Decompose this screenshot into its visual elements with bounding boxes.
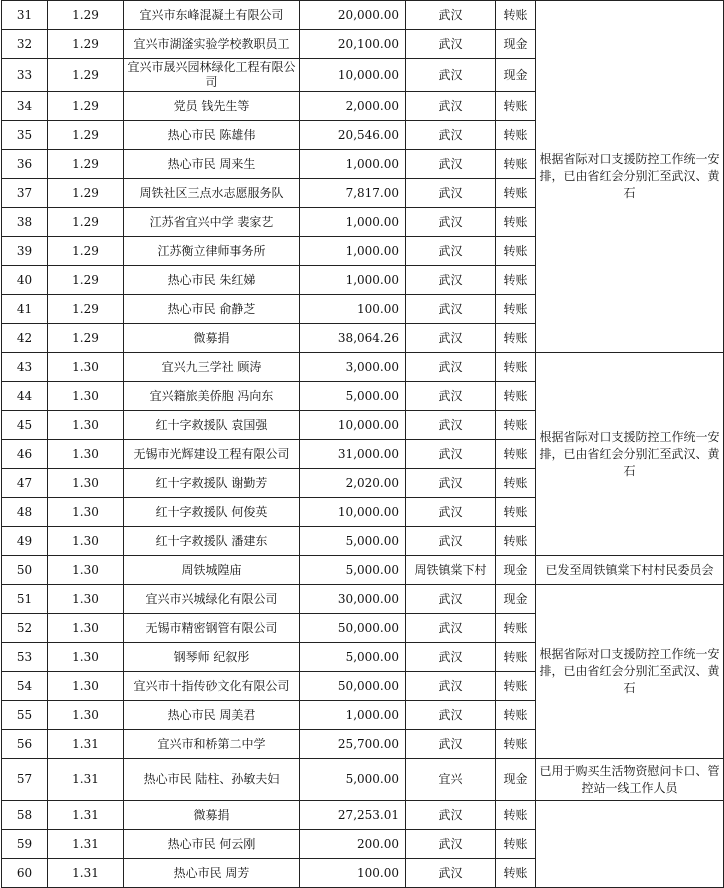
- destination-cell: 武汉: [406, 179, 496, 208]
- table-row: [2, 801, 724, 830]
- amount-cell: 1,000.00: [300, 150, 406, 179]
- date-cell: 1.30: [48, 643, 124, 672]
- donor-cell: 红十字救援队 袁国强: [124, 411, 300, 440]
- destination-cell: 武汉: [406, 830, 496, 859]
- remark-cell: 已发至周铁镇棠下村村民委员会: [536, 556, 724, 585]
- amount-cell: 50,000.00: [300, 614, 406, 643]
- destination-cell: 武汉: [406, 121, 496, 150]
- date-cell: 1.30: [48, 556, 124, 585]
- donor-cell: 周铁城隍庙: [124, 556, 300, 585]
- amount-cell: 30,000.00: [300, 585, 406, 614]
- amount-cell: 38,064.26: [300, 324, 406, 353]
- payment-method-cell: 转账: [496, 121, 536, 150]
- amount-cell: 20,000.00: [300, 1, 406, 30]
- donor-cell: 红十字救援队 谢勤芳: [124, 469, 300, 498]
- row-number-cell: 46: [2, 440, 48, 469]
- remark-cell: [536, 801, 724, 888]
- destination-cell: 武汉: [406, 701, 496, 730]
- date-cell: 1.30: [48, 672, 124, 701]
- donor-cell: 红十字救援队 潘建东: [124, 527, 300, 556]
- donor-cell: 宜兴九三学社 顾涛: [124, 353, 300, 382]
- destination-cell: 武汉: [406, 527, 496, 556]
- donor-cell: 宜兴市兴城绿化有限公司: [124, 585, 300, 614]
- row-number-cell: 51: [2, 585, 48, 614]
- donor-cell: 宜兴市东峰混凝土有限公司: [124, 1, 300, 30]
- payment-method-cell: 转账: [496, 643, 536, 672]
- destination-cell: 武汉: [406, 585, 496, 614]
- payment-method-cell: 转账: [496, 469, 536, 498]
- donor-cell: 微募捐: [124, 801, 300, 830]
- row-number-cell: 45: [2, 411, 48, 440]
- payment-method-cell: 转账: [496, 527, 536, 556]
- donor-cell: 宜兴籍旅美侨胞 冯向东: [124, 382, 300, 411]
- payment-method-cell: 转账: [496, 440, 536, 469]
- amount-cell: 100.00: [300, 295, 406, 324]
- remark-cell: 根据省际对口支援防控工作统一安排，已由省红会分别汇至武汉、黄石: [536, 585, 724, 759]
- donor-cell: 热心市民 俞静芝: [124, 295, 300, 324]
- row-number-cell: 42: [2, 324, 48, 353]
- row-number-cell: 54: [2, 672, 48, 701]
- payment-method-cell: 转账: [496, 801, 536, 830]
- table-row: [2, 759, 724, 801]
- date-cell: 1.30: [48, 440, 124, 469]
- date-cell: 1.30: [48, 382, 124, 411]
- row-number-cell: 43: [2, 353, 48, 382]
- amount-cell: 5,000.00: [300, 556, 406, 585]
- date-cell: 1.29: [48, 1, 124, 30]
- payment-method-cell: 转账: [496, 208, 536, 237]
- donor-cell: 宜兴市和桥第二中学: [124, 730, 300, 759]
- date-cell: 1.29: [48, 59, 124, 92]
- row-number-cell: 49: [2, 527, 48, 556]
- payment-method-cell: 现金: [496, 556, 536, 585]
- row-number-cell: 38: [2, 208, 48, 237]
- donation-table: [1, 0, 724, 888]
- donor-cell: 热心市民 何云刚: [124, 830, 300, 859]
- payment-method-cell: 现金: [496, 30, 536, 59]
- row-number-cell: 35: [2, 121, 48, 150]
- payment-method-cell: 转账: [496, 324, 536, 353]
- date-cell: 1.29: [48, 30, 124, 59]
- table-row: [2, 556, 724, 585]
- row-number-cell: 31: [2, 1, 48, 30]
- payment-method-cell: 转账: [496, 295, 536, 324]
- destination-cell: 武汉: [406, 859, 496, 888]
- date-cell: 1.30: [48, 498, 124, 527]
- payment-method-cell: 转账: [496, 730, 536, 759]
- destination-cell: 武汉: [406, 614, 496, 643]
- donor-cell: 宜兴市十指传砂文化有限公司: [124, 672, 300, 701]
- row-number-cell: 48: [2, 498, 48, 527]
- amount-cell: 25,700.00: [300, 730, 406, 759]
- row-number-cell: 47: [2, 469, 48, 498]
- donor-cell: 宜兴市晟兴园林绿化工程有限公司: [124, 59, 300, 92]
- payment-method-cell: 转账: [496, 179, 536, 208]
- donor-cell: 红十字救援队 何俊英: [124, 498, 300, 527]
- donor-cell: 宜兴市湖滏实验学校教职员工: [124, 30, 300, 59]
- row-number-cell: 60: [2, 859, 48, 888]
- amount-cell: 200.00: [300, 830, 406, 859]
- row-number-cell: 58: [2, 801, 48, 830]
- destination-cell: 武汉: [406, 295, 496, 324]
- remark-cell: 已用于购买生活物资慰问卡口、管控站一线工作人员: [536, 759, 724, 801]
- date-cell: 1.31: [48, 801, 124, 830]
- donor-cell: 党员 钱先生等: [124, 92, 300, 121]
- date-cell: 1.29: [48, 92, 124, 121]
- row-number-cell: 41: [2, 295, 48, 324]
- amount-cell: 1,000.00: [300, 208, 406, 237]
- payment-method-cell: 转账: [496, 150, 536, 179]
- payment-method-cell: 转账: [496, 672, 536, 701]
- destination-cell: 武汉: [406, 150, 496, 179]
- donor-cell: 热心市民 周美君: [124, 701, 300, 730]
- amount-cell: 7,817.00: [300, 179, 406, 208]
- payment-method-cell: 转账: [496, 92, 536, 121]
- payment-method-cell: 转账: [496, 614, 536, 643]
- date-cell: 1.29: [48, 208, 124, 237]
- date-cell: 1.29: [48, 266, 124, 295]
- destination-cell: 武汉: [406, 208, 496, 237]
- destination-cell: 武汉: [406, 498, 496, 527]
- date-cell: 1.30: [48, 411, 124, 440]
- row-number-cell: 36: [2, 150, 48, 179]
- row-number-cell: 56: [2, 730, 48, 759]
- destination-cell: 武汉: [406, 30, 496, 59]
- date-cell: 1.30: [48, 585, 124, 614]
- row-number-cell: 59: [2, 830, 48, 859]
- date-cell: 1.31: [48, 859, 124, 888]
- payment-method-cell: 转账: [496, 266, 536, 295]
- date-cell: 1.29: [48, 324, 124, 353]
- payment-method-cell: 转账: [496, 830, 536, 859]
- donor-cell: 无锡市光辉建设工程有限公司: [124, 440, 300, 469]
- amount-cell: 5,000.00: [300, 759, 406, 801]
- amount-cell: 1,000.00: [300, 266, 406, 295]
- row-number-cell: 32: [2, 30, 48, 59]
- amount-cell: 2,020.00: [300, 469, 406, 498]
- date-cell: 1.30: [48, 527, 124, 556]
- remark-cell: 根据省际对口支援防控工作统一安排，已由省红会分别汇至武汉、黄石: [536, 1, 724, 353]
- destination-cell: 武汉: [406, 672, 496, 701]
- donor-cell: 周铁社区三点水志愿服务队: [124, 179, 300, 208]
- destination-cell: 武汉: [406, 92, 496, 121]
- amount-cell: 2,000.00: [300, 92, 406, 121]
- amount-cell: 10,000.00: [300, 498, 406, 527]
- row-number-cell: 44: [2, 382, 48, 411]
- destination-cell: 武汉: [406, 440, 496, 469]
- donor-cell: 热心市民 陈雄伟: [124, 121, 300, 150]
- row-number-cell: 53: [2, 643, 48, 672]
- row-number-cell: 40: [2, 266, 48, 295]
- payment-method-cell: 转账: [496, 859, 536, 888]
- destination-cell: 武汉: [406, 237, 496, 266]
- row-number-cell: 34: [2, 92, 48, 121]
- amount-cell: 20,546.00: [300, 121, 406, 150]
- payment-method-cell: 转账: [496, 237, 536, 266]
- donor-cell: 热心市民 周来生: [124, 150, 300, 179]
- date-cell: 1.30: [48, 469, 124, 498]
- destination-cell: 武汉: [406, 411, 496, 440]
- row-number-cell: 33: [2, 59, 48, 92]
- destination-cell: 武汉: [406, 324, 496, 353]
- destination-cell: 武汉: [406, 643, 496, 672]
- payment-method-cell: 转账: [496, 498, 536, 527]
- destination-cell: 武汉: [406, 730, 496, 759]
- amount-cell: 1,000.00: [300, 701, 406, 730]
- date-cell: 1.29: [48, 295, 124, 324]
- destination-cell: 武汉: [406, 266, 496, 295]
- destination-cell: 武汉: [406, 1, 496, 30]
- amount-cell: 5,000.00: [300, 382, 406, 411]
- payment-method-cell: 转账: [496, 1, 536, 30]
- date-cell: 1.29: [48, 179, 124, 208]
- table-row: [2, 585, 724, 614]
- destination-cell: 武汉: [406, 469, 496, 498]
- amount-cell: 1,000.00: [300, 237, 406, 266]
- row-number-cell: 37: [2, 179, 48, 208]
- payment-method-cell: 现金: [496, 759, 536, 801]
- donor-cell: 钢琴师 纪叙彤: [124, 643, 300, 672]
- payment-method-cell: 转账: [496, 353, 536, 382]
- donor-cell: 无锡市精密钢管有限公司: [124, 614, 300, 643]
- destination-cell: 周铁镇棠下村: [406, 556, 496, 585]
- donor-cell: 江苏省宜兴中学 裴家艺: [124, 208, 300, 237]
- date-cell: 1.31: [48, 759, 124, 801]
- remark-cell: 根据省际对口支援防控工作统一安排，已由省红会分别汇至武汉、黄石: [536, 353, 724, 556]
- payment-method-cell: 现金: [496, 59, 536, 92]
- destination-cell: 宜兴: [406, 759, 496, 801]
- table-body: [2, 1, 724, 888]
- donor-cell: 热心市民 朱红娣: [124, 266, 300, 295]
- donor-cell: 热心市民 周芳: [124, 859, 300, 888]
- donor-cell: 热心市民 陆柱、孙敏夫妇: [124, 759, 300, 801]
- payment-method-cell: 转账: [496, 701, 536, 730]
- destination-cell: 武汉: [406, 353, 496, 382]
- destination-cell: 武汉: [406, 382, 496, 411]
- amount-cell: 31,000.00: [300, 440, 406, 469]
- table-row: [2, 1, 724, 30]
- date-cell: 1.29: [48, 150, 124, 179]
- donor-cell: 江苏衡立律师事务所: [124, 237, 300, 266]
- row-number-cell: 55: [2, 701, 48, 730]
- table-row: [2, 353, 724, 382]
- date-cell: 1.30: [48, 353, 124, 382]
- row-number-cell: 39: [2, 237, 48, 266]
- amount-cell: 20,100.00: [300, 30, 406, 59]
- payment-method-cell: 现金: [496, 585, 536, 614]
- destination-cell: 武汉: [406, 801, 496, 830]
- date-cell: 1.31: [48, 830, 124, 859]
- date-cell: 1.30: [48, 614, 124, 643]
- donor-cell: 微募捐: [124, 324, 300, 353]
- date-cell: 1.29: [48, 237, 124, 266]
- amount-cell: 3,000.00: [300, 353, 406, 382]
- row-number-cell: 57: [2, 759, 48, 801]
- payment-method-cell: 转账: [496, 411, 536, 440]
- amount-cell: 10,000.00: [300, 411, 406, 440]
- payment-method-cell: 转账: [496, 382, 536, 411]
- amount-cell: 10,000.00: [300, 59, 406, 92]
- amount-cell: 5,000.00: [300, 527, 406, 556]
- amount-cell: 50,000.00: [300, 672, 406, 701]
- amount-cell: 5,000.00: [300, 643, 406, 672]
- amount-cell: 27,253.01: [300, 801, 406, 830]
- row-number-cell: 52: [2, 614, 48, 643]
- date-cell: 1.31: [48, 730, 124, 759]
- amount-cell: 100.00: [300, 859, 406, 888]
- date-cell: 1.30: [48, 701, 124, 730]
- destination-cell: 武汉: [406, 59, 496, 92]
- date-cell: 1.29: [48, 121, 124, 150]
- row-number-cell: 50: [2, 556, 48, 585]
